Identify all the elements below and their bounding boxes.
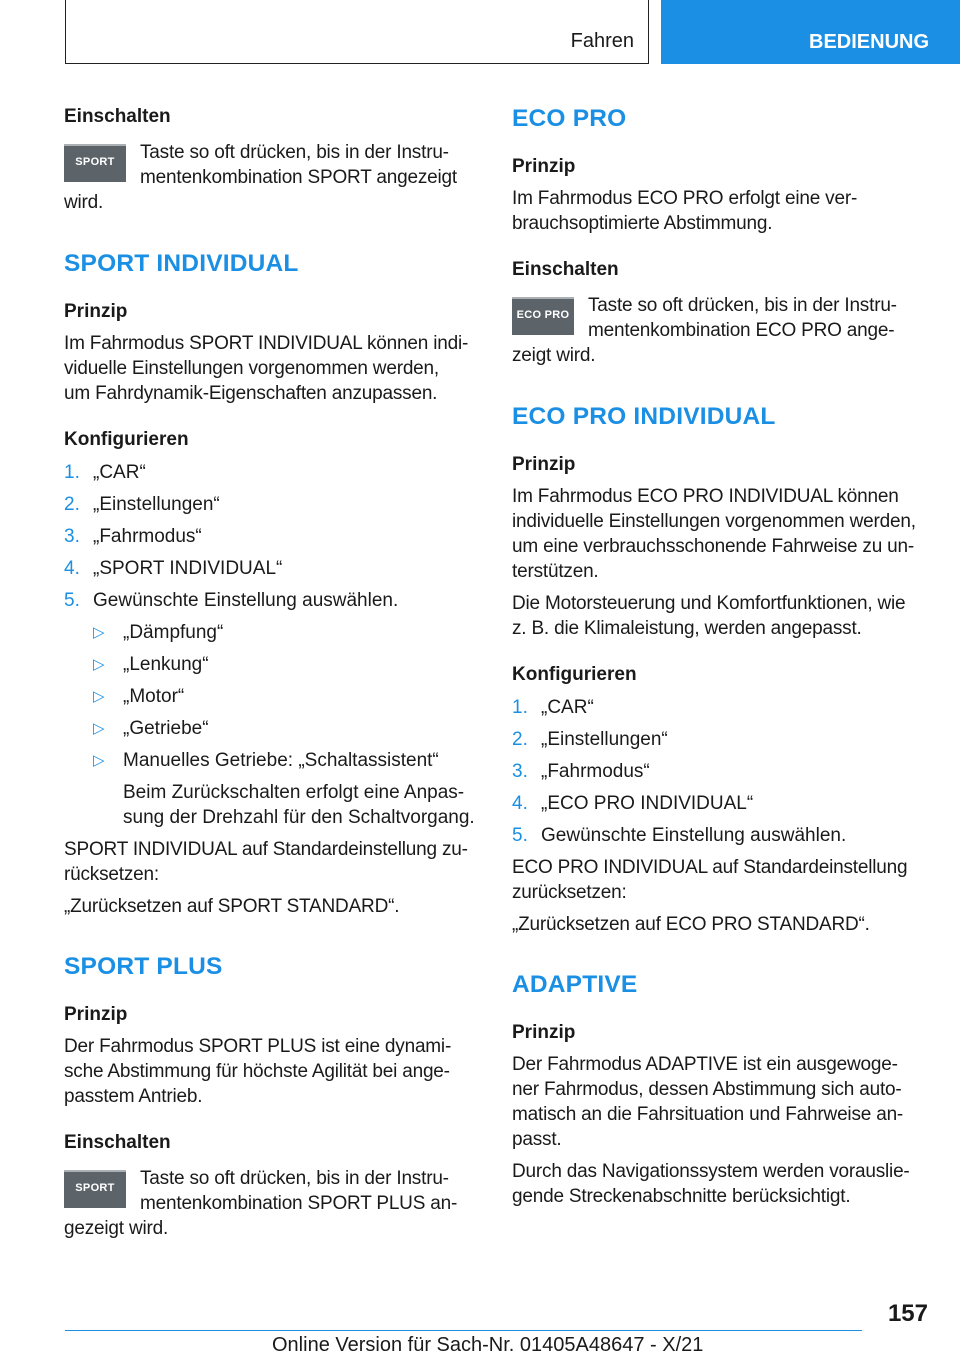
- step-text: „CAR“: [93, 462, 146, 483]
- step-text: „ECO PRO INDIVIDUAL“: [541, 793, 754, 814]
- text-line: passtem Antrieb.: [64, 1086, 203, 1107]
- text-line: Taste so oft drücken, bis in der Instru-: [140, 1168, 449, 1189]
- eco-pro-button-instruction: [512, 293, 924, 368]
- step-number: 4.: [64, 558, 80, 579]
- text-line: mentenkombination SPORT angezeigt: [140, 167, 457, 188]
- sub-item-note: [64, 780, 476, 830]
- page-number: 157: [887, 1300, 928, 1327]
- sub-list-item: [64, 652, 476, 677]
- text-line: Im Fahrmodus ECO PRO INDIVIDUAL können: [512, 486, 899, 507]
- text-line: matisch an die Fahrsituation und Fahrweise an-: [512, 1104, 904, 1125]
- text-line: z. B. die Klimaleistung, werden angepasst.: [512, 618, 862, 639]
- heading-prinzip: Prinzip: [512, 454, 576, 475]
- text-line: wird.: [64, 192, 104, 213]
- list-item: [64, 524, 476, 549]
- heading-prinzip: Prinzip: [64, 301, 128, 322]
- header-section-box: [65, 0, 649, 64]
- eco-pro-button-icon: [512, 297, 574, 335]
- footer-online-version: Online Version für Sach-Nr. 01405A48647 - X/21: [272, 1334, 704, 1356]
- step-number: 2.: [512, 729, 528, 750]
- triangle-bullet-icon: ▷: [93, 688, 105, 705]
- text-line: um eine verbrauchsschonende Fahrweise zu un-: [512, 536, 915, 557]
- text-line: Durch das Navigationssystem werden vorauslie-: [512, 1161, 910, 1182]
- text-line: sung der Drehzahl für den Schaltvorgang.: [123, 807, 475, 828]
- sub-item-text: „Dämpfung“: [123, 622, 224, 643]
- triangle-bullet-icon: ▷: [93, 624, 105, 641]
- footer-divider: [65, 1330, 862, 1331]
- text-line: brauchsoptimierte Abstimmung.: [512, 213, 773, 234]
- step-text: „Einstellungen“: [541, 729, 668, 750]
- text-line: rücksetzen:: [64, 864, 159, 885]
- sub-list-item: [64, 748, 476, 773]
- text-line: Im Fahrmodus SPORT INDIVIDUAL können indi-: [64, 333, 469, 354]
- text-line: viduelle Einstellungen vorgenommen werden,: [64, 358, 439, 379]
- step-number: 1.: [512, 697, 528, 718]
- text-line: terstützen.: [512, 561, 599, 582]
- triangle-bullet-icon: ▷: [93, 656, 105, 673]
- step-number: 5.: [512, 825, 528, 846]
- header-section-label: Fahren: [570, 30, 634, 52]
- text-line: Taste so oft drücken, bis in der Instru-: [140, 142, 449, 163]
- text-line: Die Motorsteuerung und Komfortfunktionen, wie: [512, 593, 906, 614]
- text-line: Im Fahrmodus ECO PRO erfolgt eine ver-: [512, 188, 858, 209]
- heading-einschalten: Einschalten: [64, 1132, 171, 1153]
- sub-list-item: [64, 620, 476, 645]
- heading-einschalten: Einschalten: [512, 259, 619, 280]
- text-line: Beim Zurückschalten erfolgt eine Anpas-: [123, 782, 465, 803]
- step-number: 1.: [64, 462, 80, 483]
- eco-pro-button-label: ECO PRO: [516, 309, 570, 321]
- step-text: „SPORT INDIVIDUAL“: [93, 558, 283, 579]
- text-line: Der Fahrmodus ADAPTIVE ist ein ausgewoge-: [512, 1054, 898, 1075]
- left-column: [64, 104, 476, 1241]
- text-line: mentenkombination SPORT PLUS an-: [140, 1193, 458, 1214]
- section-title-sport-plus: SPORT PLUS: [64, 953, 223, 980]
- text-line: gende Streckenabschnitte berücksichtigt.: [512, 1186, 851, 1207]
- list-item: [512, 791, 924, 816]
- step-number: 4.: [512, 793, 528, 814]
- text-line: SPORT INDIVIDUAL auf Standardeinstellung zu-: [64, 839, 468, 860]
- right-column: [512, 104, 924, 1209]
- step-text: „Fahrmodus“: [541, 761, 650, 782]
- section-title-eco-pro: ECO PRO: [512, 105, 627, 132]
- reset-instruction: „Zurücksetzen auf ECO PRO STANDARD“.: [512, 914, 870, 935]
- section-title-eco-pro-individual: ECO PRO INDIVIDUAL: [512, 403, 776, 430]
- step-text: Gewünschte Einstellung auswählen.: [541, 825, 847, 846]
- list-item: [512, 823, 924, 848]
- step-text: „Fahrmodus“: [93, 526, 202, 547]
- step-number: 5.: [64, 590, 80, 611]
- triangle-bullet-icon: ▷: [93, 752, 105, 769]
- sport-button-icon: [64, 144, 126, 182]
- sport-button-label: SPORT: [75, 1182, 115, 1194]
- sport-plus-button-instruction: [64, 1166, 476, 1241]
- sub-item-text: Manuelles Getriebe: „Schaltassistent“: [123, 750, 439, 771]
- text-line: Der Fahrmodus SPORT PLUS ist eine dynami-: [64, 1036, 452, 1057]
- text-line: passt.: [512, 1129, 562, 1150]
- heading-prinzip: Prinzip: [512, 156, 576, 177]
- section-title-adaptive: ADAPTIVE: [512, 971, 638, 998]
- list-item: [512, 727, 924, 752]
- heading-einschalten: Einschalten: [64, 106, 171, 127]
- sub-list-item: [64, 684, 476, 709]
- triangle-bullet-icon: ▷: [93, 720, 105, 737]
- text-line: mentenkombination ECO PRO ange-: [588, 320, 895, 341]
- step-text: „Einstellungen“: [93, 494, 220, 515]
- heading-prinzip: Prinzip: [512, 1022, 576, 1043]
- text-line: zurücksetzen:: [512, 882, 627, 903]
- text-line: um Fahrdynamik-Eigenschaften anzupassen.: [64, 383, 438, 404]
- step-text: Gewünschte Einstellung auswählen.: [93, 590, 399, 611]
- sub-item-text: „Getriebe“: [123, 718, 209, 739]
- list-item: [64, 588, 476, 613]
- text-line: gezeigt wird.: [64, 1218, 169, 1239]
- text-line: ner Fahrmodus, dessen Abstimmung sich auto-: [512, 1079, 902, 1100]
- heading-konfigurieren: Konfigurieren: [512, 664, 637, 685]
- list-item: [512, 695, 924, 720]
- section-title-sport-individual: SPORT INDIVIDUAL: [64, 250, 299, 277]
- steps-list: [512, 695, 924, 848]
- text-line: sche Abstimmung für höchste Agilität bei ange-: [64, 1061, 450, 1082]
- step-number: 2.: [64, 494, 80, 515]
- text-line: zeigt wird.: [512, 345, 596, 366]
- step-number: 3.: [512, 761, 528, 782]
- text-line: individuelle Einstellungen vorgenommen werden,: [512, 511, 916, 532]
- text-line: ECO PRO INDIVIDUAL auf Standardeinstellung: [512, 857, 908, 878]
- step-number: 3.: [64, 526, 80, 547]
- sub-item-text: „Motor“: [123, 686, 185, 707]
- step-text: „CAR“: [541, 697, 594, 718]
- text-line: Taste so oft drücken, bis in der Instru-: [588, 295, 897, 316]
- sport-button-label: SPORT: [75, 156, 115, 168]
- header-chapter-label: BEDIENUNG: [809, 31, 930, 53]
- reset-instruction: „Zurücksetzen auf SPORT STANDARD“.: [64, 896, 400, 917]
- steps-list: [64, 460, 476, 830]
- sub-list-item: [64, 716, 476, 741]
- heading-konfigurieren: Konfigurieren: [64, 429, 189, 450]
- sport-button-icon: [64, 1170, 126, 1208]
- list-item: [64, 492, 476, 517]
- header-chapter-box: [661, 0, 960, 64]
- heading-prinzip: Prinzip: [64, 1004, 128, 1025]
- list-item: [512, 759, 924, 784]
- sub-item-text: „Lenkung“: [123, 654, 209, 675]
- list-item: [64, 556, 476, 581]
- list-item: [64, 460, 476, 485]
- sport-button-instruction: [64, 140, 476, 215]
